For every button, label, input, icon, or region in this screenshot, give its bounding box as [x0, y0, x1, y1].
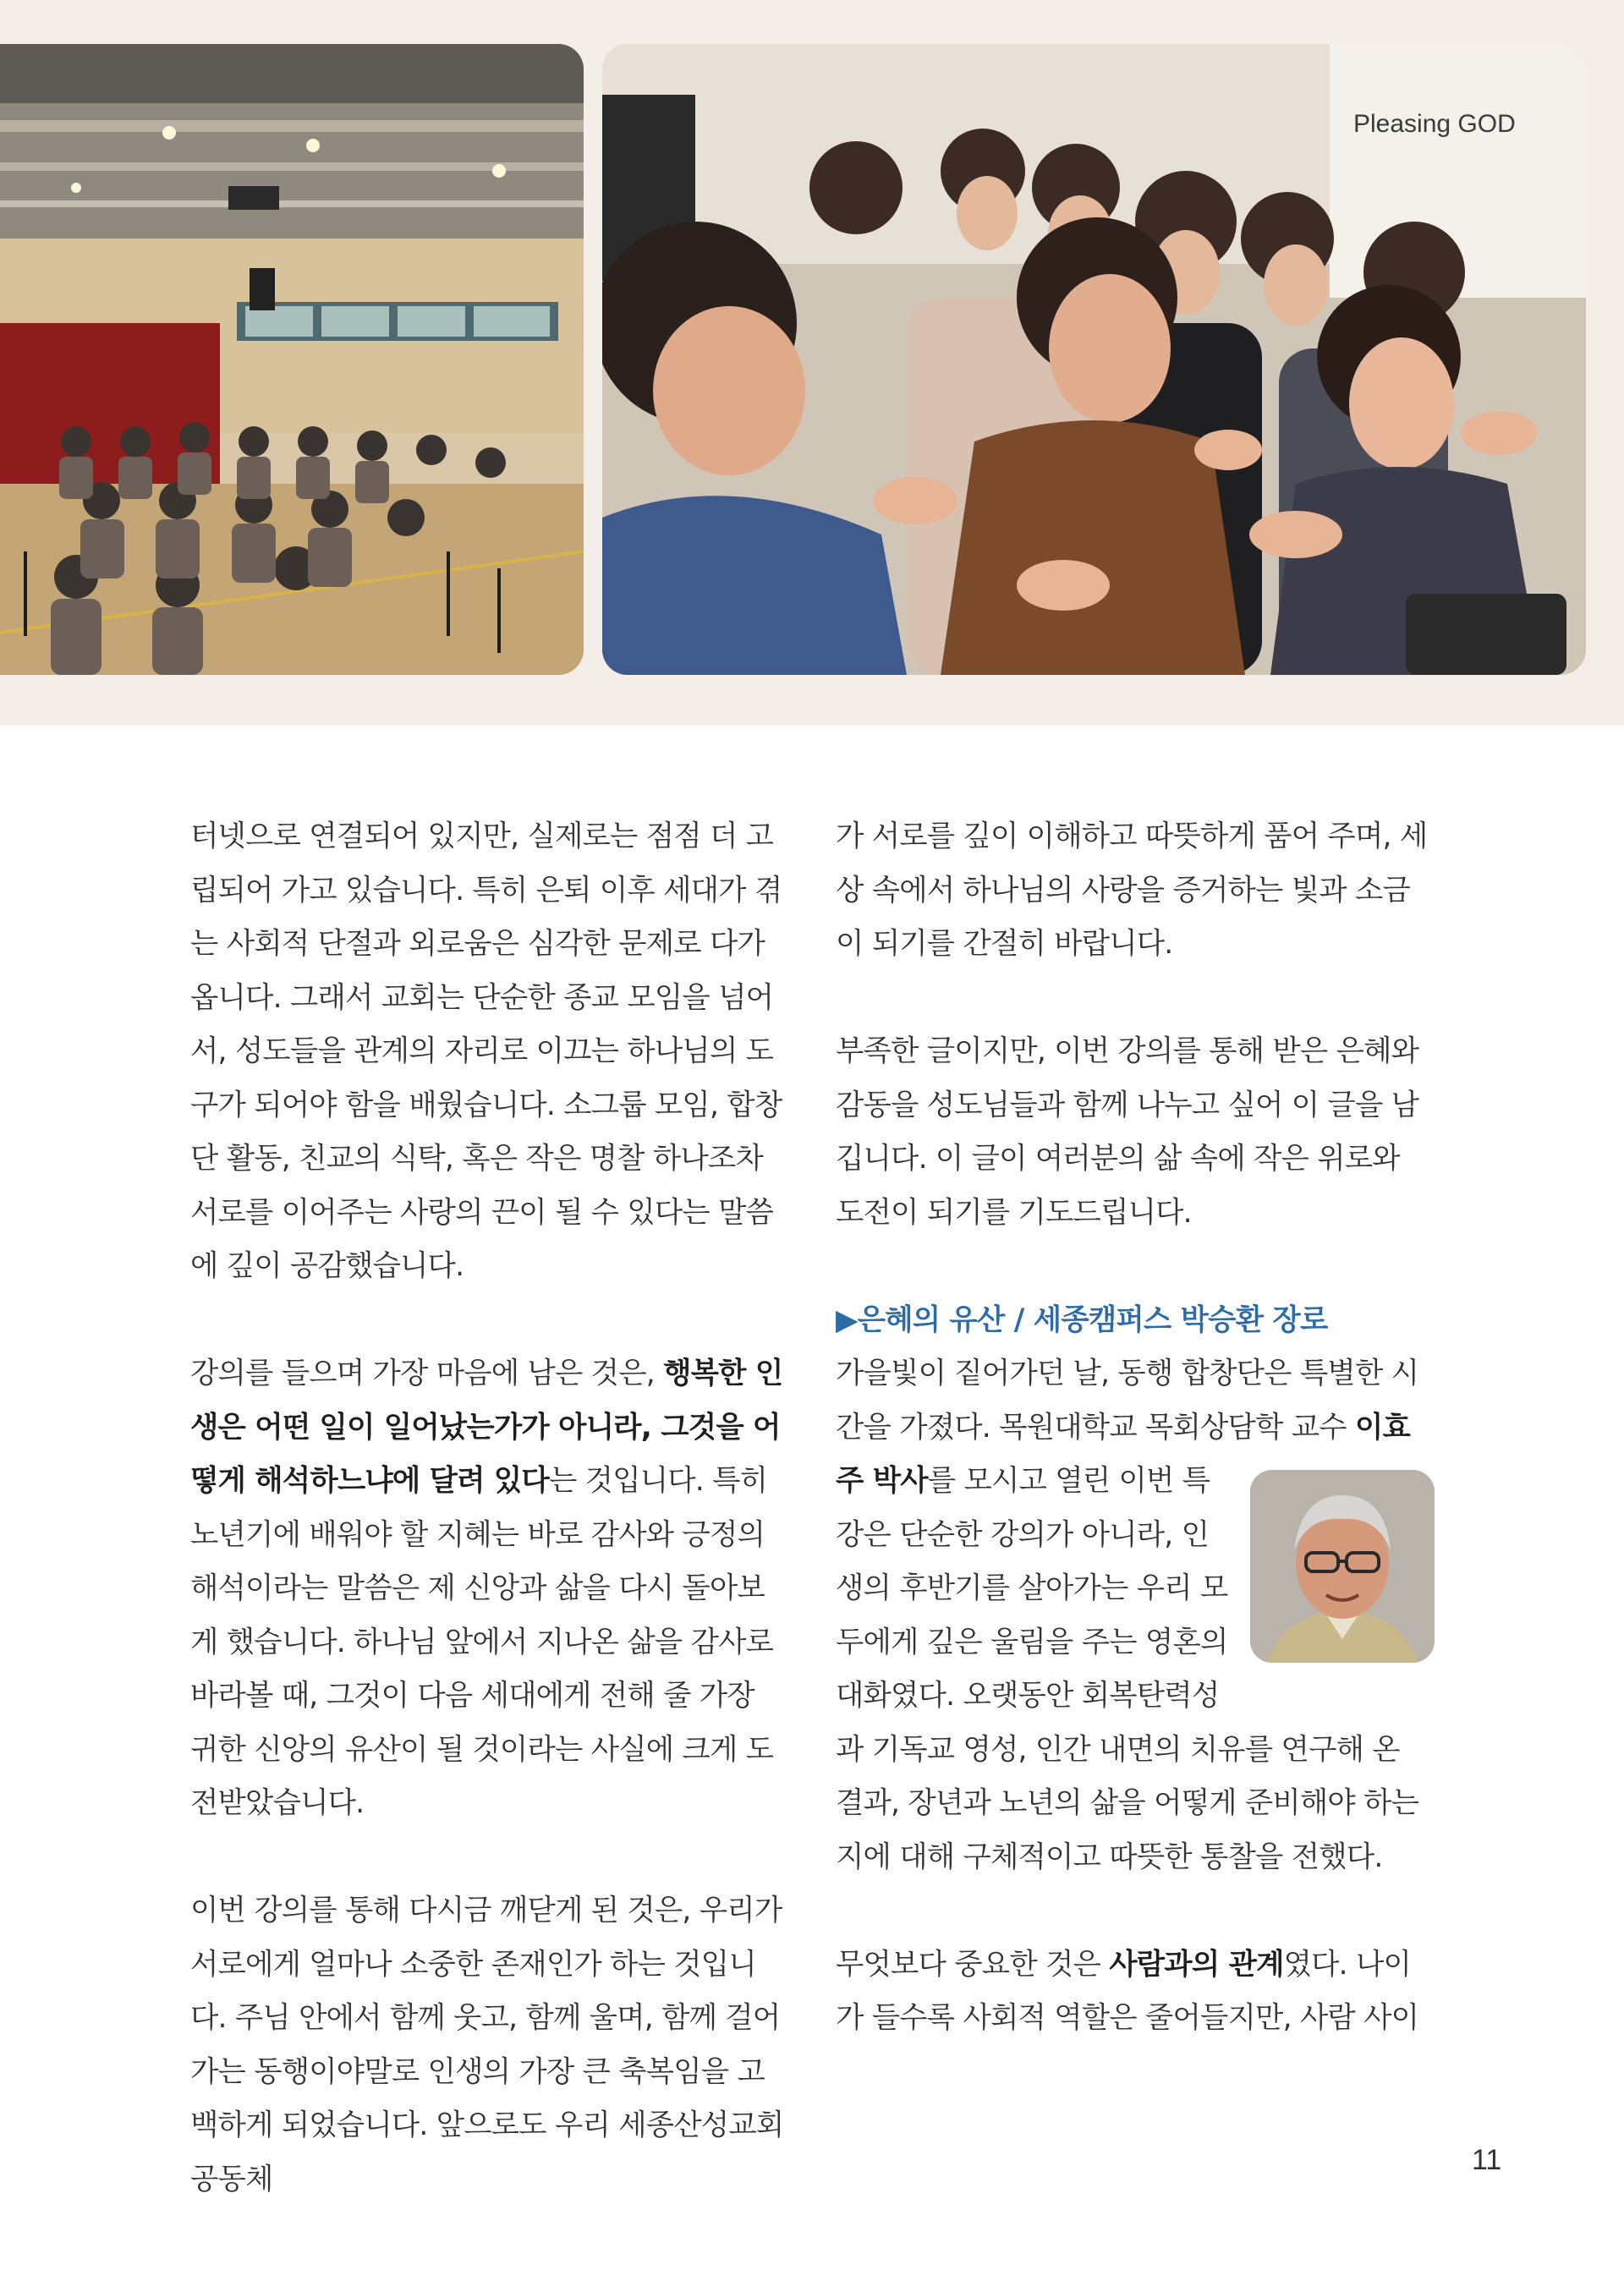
- paragraph-closing: 부족한 글이지만, 이번 강의를 통해 받은 은혜와 감동을 성도님들과 함께 나누고 싶어 이 글을 남깁니다. 이 글이 여러분의 삶 속에 작은 위로와 도전이 되기를 기도드립니다.: [836, 1034, 1419, 1230]
- paragraph-relationships: [836, 1938, 1435, 2046]
- page-number: 11: [1472, 2144, 1502, 2176]
- paragraph-rest: 였다. 나이가 들수록 사회적 역할은 줄어들지만, 사람 사이: [836, 1947, 1419, 2035]
- paragraph-lecture: [836, 1347, 1435, 1884]
- emphasis-happy-life: 행복한 인생은 어떤 일이 일어났는가가 아니라, 그것을 어떻게 해석하느냐에 달려 있다: [190, 1357, 783, 1498]
- paragraph-rest: 는 것입니다. 특히 노년기에 배워야 할 지혜는 바로 감사와 긍정의 해석이라는 말씀은 제 신앙과 삶을 다시 돌아보게 했습니다. 하나님 앞에서 지나온 삶을 감사로 바라볼 때, 그것이 다음 세대에게 전해 줄 가장 귀한 신앙의 유산이 될 것이라는 사실에 크게 도전받았습니다.: [190, 1464, 774, 1820]
- paragraph-isolation: 터넷으로 연결되어 있지만, 실제로는 점점 더 고립되어 가고 있습니다. 특히 은퇴 이후 세대가 겪는 사회적 단절과 외로움은 심각한 문제로 다가옵니다. 그래서 교회는 단순한 종교 모임을 넘어서, 성도들을 관계의 자리로 이끄는 하나님의 도구가 되어야 함을 배웠습니다. 소그룹 모임, 합창단 활동, 친교의 식탁, 혹은 작은 명찰 하나조차 서로를 이어주는 사랑의 끈이 될 수 있다는 말씀에 깊이 공감했습니다.: [190, 820, 782, 1283]
- paragraph-hope: 가 서로를 깊이 이해하고 따뜻하게 품어 주며, 세상 속에서 하나님의 사랑을 증거하는 빛과 소금이 되기를 간절히 바랍니다.: [836, 820, 1428, 961]
- hall-audience-photo: [0, 44, 584, 675]
- paragraph-realization: 이번 강의를 통해 다시금 깨닫게 된 것은, 우리가 서로에게 얼마나 소중한 존재인가 하는 것입니다. 주님 안에서 함께 웃고, 함께 울며, 함께 걸어가는 동행이야말로 인생의 가장 큰 축복임을 고백하게 되었습니다. 앞으로도 우리 세종산성교회 공동체: [190, 1894, 784, 2196]
- triangle-arrow-icon: ▶: [836, 1302, 858, 1337]
- emphasis-speaker-name: 이효주 박사: [836, 1410, 1411, 1498]
- section-heading: [836, 1294, 1435, 1348]
- article-left-column: [190, 810, 789, 2207]
- magazine-watermark: Pleasing GOD: [1353, 110, 1516, 138]
- paragraph-lead: 가을빛이 짙어가던 날, 동행 합창단은 특별한 시간을 가졌다. 목원대학교 목회상담학 교수: [836, 1357, 1419, 1445]
- paragraph-lead: 강의를 들으며 가장 마음에 남은 것은,: [190, 1357, 664, 1390]
- speaker-portrait-photo: [1250, 1470, 1435, 1663]
- article-right-column: [836, 810, 1435, 2046]
- section-heading-text: 은혜의 유산 / 세종캠퍼스 박승환 장로: [857, 1302, 1328, 1337]
- emphasis-relationships: 사람과의 관계: [1109, 1947, 1284, 1982]
- paragraph-interpretation: [190, 1347, 789, 1831]
- paragraph-lead: 무엇보다 중요한 것은: [836, 1947, 1110, 1982]
- paragraph-rest: 를 모시고 열린 이번 특강은 단순한 강의가 아니라, 인생의 후반기를 살아가는 우리 모두에게 깊은 울림을 주는 영혼의 대화였다. 오랫동안 회복탄력성과 기독교 영성, 인간 내면의 치유를 연구해 온 결과, 장년과 노년의 삶을 어떻게 준비해야 하는지에 대해 구체적이고 따뜻한 통찰을 전했다.: [836, 1464, 1419, 1874]
